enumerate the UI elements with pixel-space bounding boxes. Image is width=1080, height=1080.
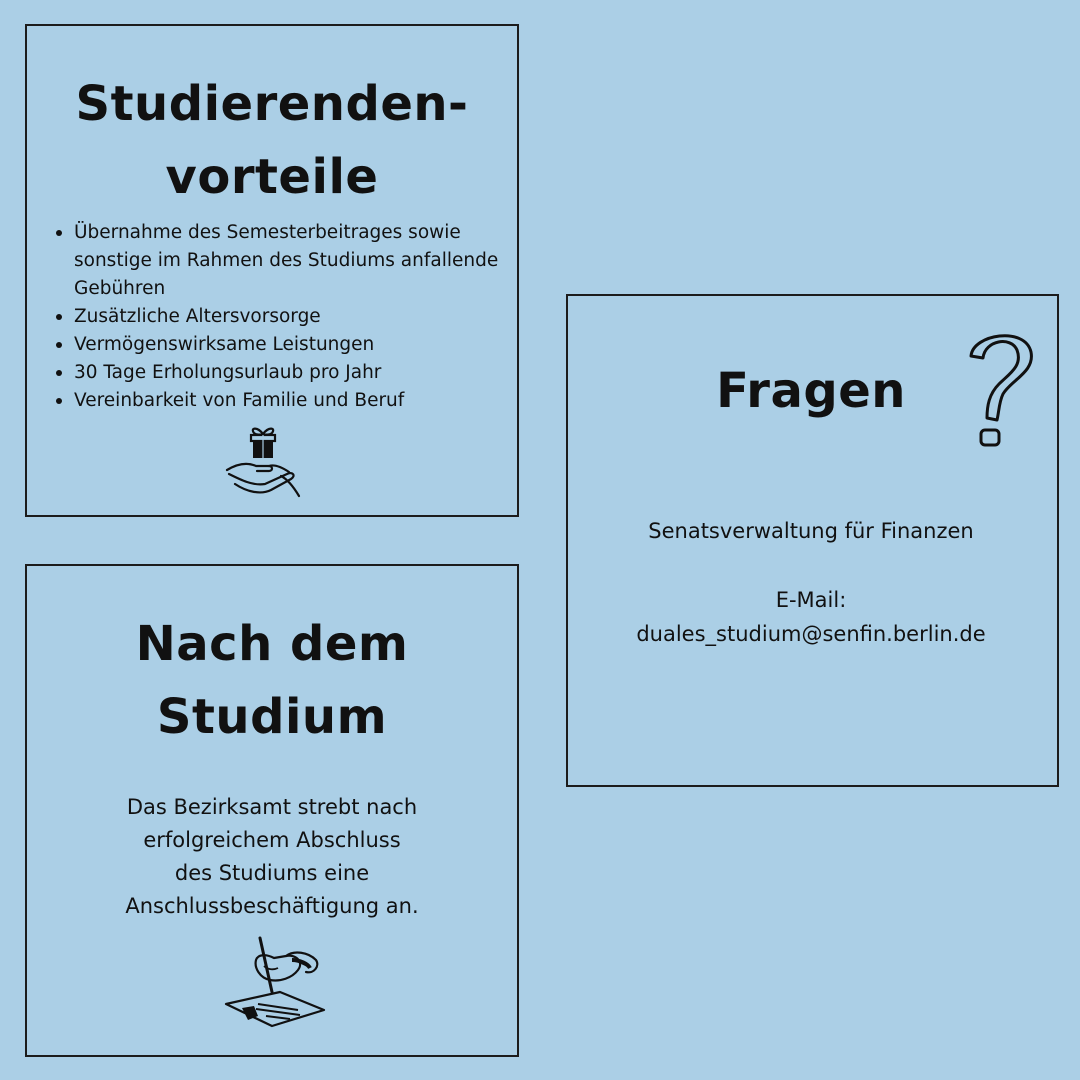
benefits-card	[25, 24, 519, 517]
signing-contract-icon	[220, 934, 330, 1034]
gift-on-hand-icon	[223, 424, 303, 500]
list-item: Übernahme des Semesterbeitrages sowie sonstige im Rahmen des Studiums anfallende Gebühren	[53, 219, 513, 303]
after-study-title	[27, 608, 517, 754]
after-study-text: Das Bezirksamt strebt nach erfolgreichem Abschluss des Studiums eine Anschlussbeschäftigung an.	[125, 795, 419, 918]
organization-name: Senatsverwaltung für Finanzen	[648, 519, 974, 543]
list-item: Vereinbarkeit von Familie und Beruf	[53, 387, 513, 415]
after-study-title-line2: Studium	[156, 689, 388, 745]
email-label: E-Mail:	[775, 588, 847, 612]
questions-title: Fragen	[716, 363, 906, 419]
after-study-title-line1: Nach dem	[135, 616, 409, 672]
list-item: 30 Tage Erholungsurlaub pro Jahr	[53, 359, 513, 387]
benefits-title-line1: Studierenden-	[75, 76, 469, 132]
list-item: Vermögenswirksame Leistungen	[53, 331, 513, 359]
benefits-title	[27, 68, 517, 214]
benefits-list	[53, 219, 513, 415]
email-address: duales_studium@senfin.berlin.de	[636, 622, 986, 646]
questions-card	[566, 294, 1059, 787]
benefits-title-line2: vorteile	[165, 149, 379, 205]
after-study-card	[25, 564, 519, 1057]
question-mark-icon	[965, 328, 1037, 452]
list-item: Zusätzliche Altersvorsorge	[53, 303, 513, 331]
